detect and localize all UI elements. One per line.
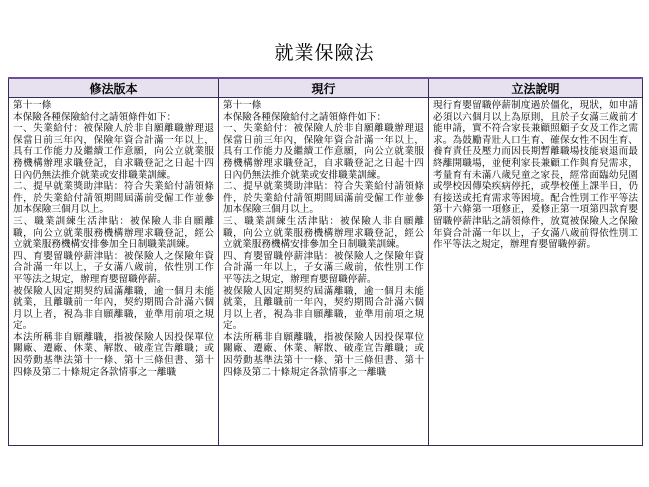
header-legislative-explanation: 立法說明 [429,78,643,98]
item-early-employment-allowance: 二、提早就業獎助津貼：符合失業給付請領條件，於失業給付請領期間屆滿前受僱工作並參加本保險三個月以上。 [13,181,214,216]
legislative-explanation-cell [429,98,643,446]
paragraph-involuntary-separation: 本法所稱非自願離職，指被保險人因投保單位關廠、遷廠、休業、解散、破產宣告離職；或因勞動基準法第十一條、第十三條但書、第十四條及第二十條規定各款情事之一離職 [223,331,424,378]
item-parental-leave-allowance: 四、育嬰留職停薪津貼：被保險人之保險年資合計滿一年以上，子女滿八歲前，依性別工作平等法之規定，辦理育嬰留職停薪。 [13,250,214,285]
table-row [9,98,643,446]
amended-version-cell [9,98,219,446]
header-amended-version: 修法版本 [9,78,219,98]
paragraph-fixed-term-contract: 被保險人因定期契約屆滿離職，逾一個月未能就業，且離職前一年內，契約期間合計滿六個月以上者，視為非自願離職，並準用前項之規定。 [13,285,214,332]
paragraph-intro: 本保險各種保險給付之請領條件如下： [13,111,177,123]
paragraph-intro: 本保險各種保險給付之請領條件如下： [223,111,387,123]
article-number: 第十一條 [13,100,52,111]
item-unemployment-benefit: 一、失業給付：被保險人於非自願離職辦理退保當日前三年內，保險年資合計滿一年以上，具有工作能力及繼續工作意願，向公立就業服務機構辦理求職登記，自求職登記之日起十四日內仍無法推介就業或安排職業訓練。 [13,123,214,181]
table-header-row [9,78,643,98]
comparison-table [8,77,643,446]
item-parental-leave-allowance: 四、育嬰留職停薪津貼：被保險人之保險年資合計滿一年以上，子女滿三歲前，依性別工作平等法之規定，辦理育嬰留職停薪。 [223,250,424,285]
header-current-version: 現行 [219,78,429,98]
document-title: 就業保險法 [274,42,375,64]
item-early-employment-allowance: 二、提早就業獎助津貼：符合失業給付請領條件，於失業給付請領期間屆滿前受僱工作並參加本保險三個月以上。 [223,181,424,216]
paragraph-involuntary-separation: 本法所稱非自願離職，指被保險人因投保單位關廠、遷廠、休業、解散、破產宣告離職；或因勞動基準法第十一條、第十三條但書、第十四條及第二十條規定各款情事之一離職 [13,331,214,378]
explanation-text: 現行育嬰留職停薪制度過於僵化，現狀，如申請必須以六個月以上為原則，且於子女滿三歲前才能申請，實不符合家長兼顧照顧子女及工作之需求。為鼓勵青壯人口生育、確保女性不因生育、養育責任及壓力而因長期暫離職場技能衰退而最終離開職場，並便利家長兼顧工作與育兒需求，考量育有未滿八歲兒童之家長，經常面臨幼兒園或學校因傳染疾病停托，或學校僅上課半日，仍有接送或托育需求等困境。配合性別工作平等法第十六條第一項修正，爰修正第一項第四款育嬰留職停薪津貼之請領條件，放寬被保險人之保險年資合計滿一年以上，子女滿八歲前得依性別工作平等法之規定，辦理育嬰留職停薪。 [433,100,638,251]
article-number: 第十一條 [223,100,262,111]
item-vocational-training-allowance: 三、職業訓練生活津貼：被保險人非自願離職，向公立就業服務機構辦理求職登記，經公立就業服務機構安排參加全日制職業訓練。 [223,215,424,251]
paragraph-fixed-term-contract: 被保險人因定期契約屆滿離職，逾一個月未能就業，且離職前一年內，契約期間合計滿六個月以上者，視為非自願離職，並準用前項之規定。 [223,285,424,332]
item-unemployment-benefit: 一、失業給付：被保險人於非自願離職辦理退保當日前三年內，保險年資合計滿一年以上，具有工作能力及繼續工作意願，向公立就業服務機構辦理求職登記，自求職登記之日起十四日內仍無法推介就業或安排職業訓練。 [223,123,424,181]
item-vocational-training-allowance: 三、職業訓練生活津貼：被保險人非自願離職，向公立就業服務機構辦理求職登記，經公立就業服務機構安排參加全日制職業訓練。 [13,215,214,251]
current-version-cell [219,98,429,446]
